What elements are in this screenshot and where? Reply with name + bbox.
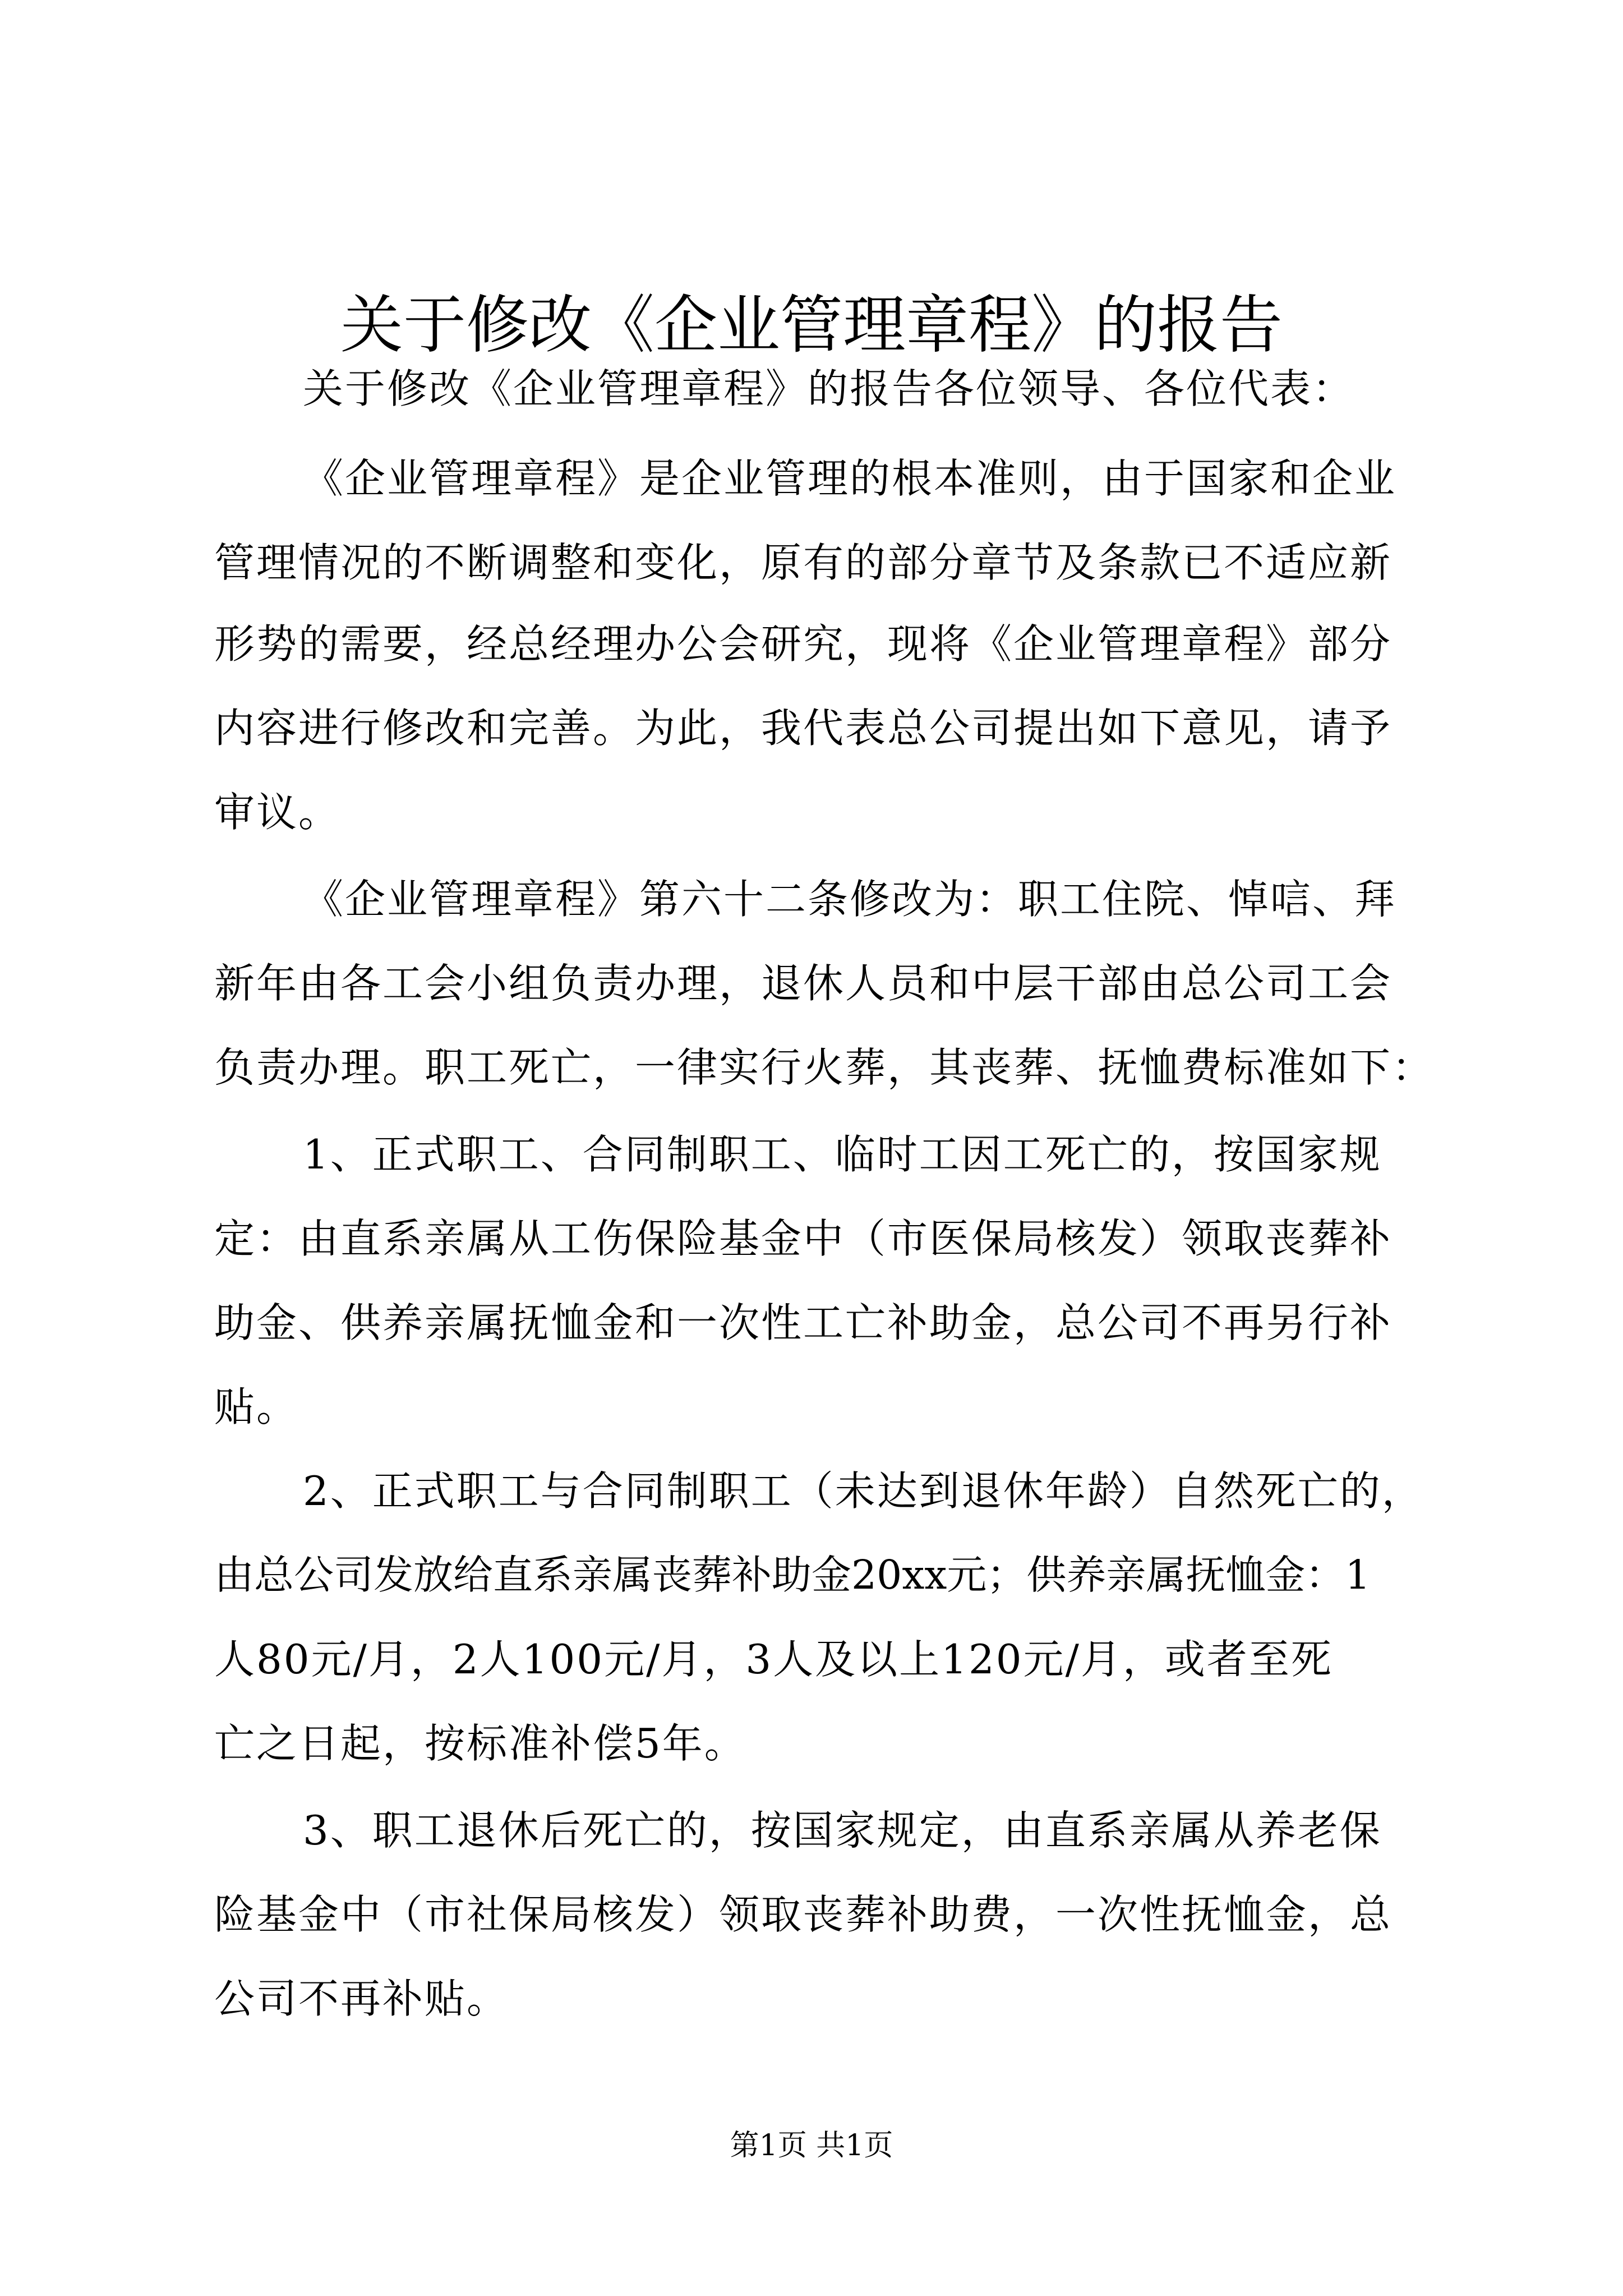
text-line: 形势的需要，经总经理办公会研究，现将《企业管理章程》部分 (214, 620, 1393, 668)
text-line: 贴。 (214, 1383, 299, 1430)
text-line: 新年由各工会小组负责办理，退休人员和中层干部由总公司工会 (214, 960, 1393, 1007)
page-number-footer: 第1页 共1页 (730, 2129, 893, 2162)
text-line: 3、职工退休后死亡的，按国家规定，由直系亲属从养老保 (303, 1807, 1382, 1854)
text-line: 关于修改《企业管理章程》的报告各位领导、各位代表： (303, 365, 1355, 412)
text-line: 1、正式职工、合同制职工、临时工因工死亡的，按国家规 (303, 1131, 1382, 1178)
text-line: 公司不再补贴。 (214, 1975, 509, 2022)
text-line: 由总公司发放给直系亲属丧葬补助金20xx元；供养亲属抚恤金：1 (214, 1552, 1371, 1598)
text-line: 险基金中（市社保局核发）领取丧葬补助费，一次性抚恤金，总 (214, 1891, 1393, 1938)
text-line: 负责办理。职工死亡，一律实行火葬，其丧葬、抚恤费标准如下： (214, 1044, 1435, 1091)
text-line: 管理情况的不断调整和变化，原有的部分章节及条款已不适应新 (214, 539, 1393, 586)
text-line: 《企业管理章程》第六十二条修改为：职工住院、悼唁、拜 (303, 876, 1397, 923)
text-line: 2、正式职工与合同制职工（未达到退休年龄）自然死亡的， (303, 1467, 1424, 1515)
text-line: 审议。 (214, 789, 341, 836)
text-line: 内容进行修改和完善。为此，我代表总公司提出如下意见，请予 (214, 705, 1393, 752)
text-line: 亡之日起，按标准补偿5年。 (214, 1720, 746, 1767)
text-line: 助金、供养亲属抚恤金和一次性工亡补助金，总公司不再另行补 (214, 1299, 1393, 1346)
text-line: 人80元/月，2人100元/月，3人及以上120元/月，或者至死 (214, 1636, 1333, 1683)
document-title: 关于修改《企业管理章程》的报告 (340, 289, 1283, 362)
text-line: 定：由直系亲属从工伤保险基金中（市医保局核发）领取丧葬补 (214, 1215, 1393, 1262)
text-line: 《企业管理章程》是企业管理的根本准则，由于国家和企业 (303, 455, 1397, 502)
